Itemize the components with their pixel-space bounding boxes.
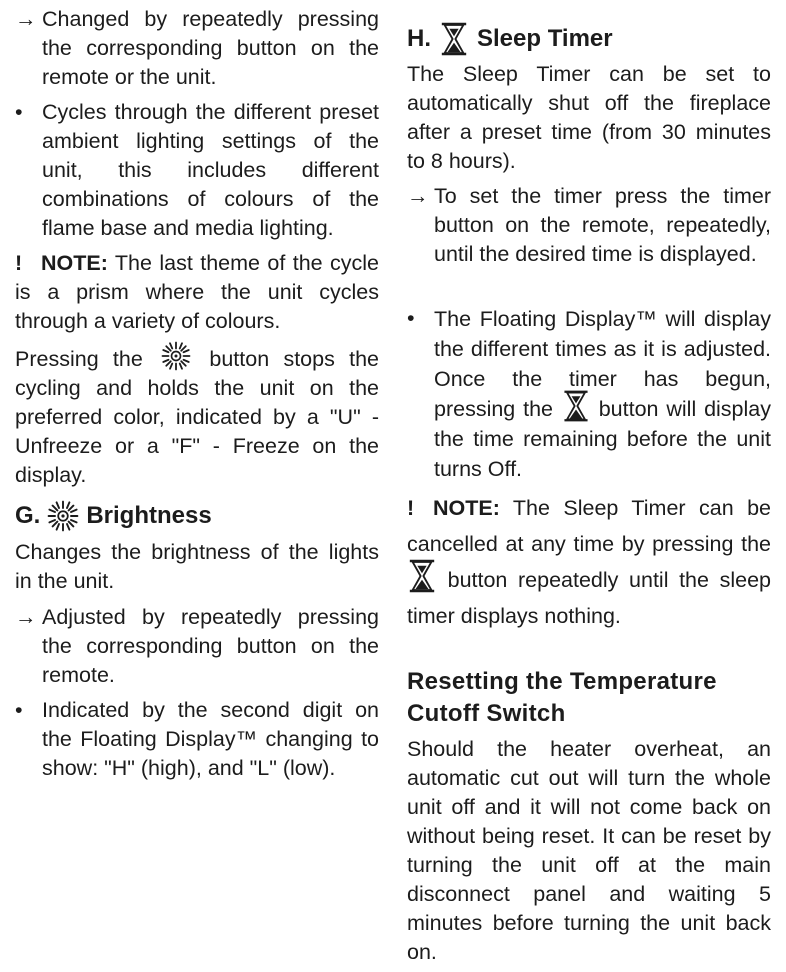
note-label: NOTE:: [433, 496, 500, 520]
arrow-marker: →: [15, 7, 37, 31]
brightness-sun-icon: [45, 500, 81, 532]
bullet-marker: •: [15, 100, 23, 124]
brightness-description: Changes the brightness of the lights in the unit.: [15, 540, 379, 593]
adjusted-text: Adjusted by repeatedly pressing the corresponding button on the remote.: [42, 605, 379, 687]
arrow-marker: →: [407, 184, 429, 208]
floating-display-text: [434, 304, 771, 484]
note-exclamation-icon: !: [407, 496, 415, 520]
note-text-after: button repeatedly until the sleep timer displays nothing.: [407, 568, 771, 628]
brightness-heading: [15, 500, 379, 532]
cycles-text: Cycles through the different preset ambient lighting settings of the unit, this includes different combinations of colours of the flame base and media lighting.: [42, 100, 379, 240]
hourglass-icon: [439, 22, 469, 56]
set-timer-arrow-item: [407, 182, 771, 269]
set-timer-text: To set the timer press the timer button on the remote, repeatedly, until the desired time is displayed.: [434, 184, 771, 266]
note-label: NOTE:: [41, 251, 108, 275]
bullet-marker: •: [15, 698, 23, 722]
arrow-marker: →: [15, 605, 37, 629]
note-exclamation-icon: !: [15, 251, 23, 275]
sleep-timer-description: The Sleep Timer can be set to automatically shut off the fireplace after a preset time (from 30 minutes to 8 hours).: [407, 62, 771, 173]
reset-heading: Resetting the Temperature Cutoff Switch: [407, 668, 717, 727]
note-text: The Sleep Timer can be cancelled at any time by pressing the: [407, 496, 771, 556]
cycles-bullet-item: [15, 98, 379, 243]
floating-text-after: button will display the time remaining before the unit turns Off.: [434, 397, 771, 481]
heading-letter-g: G.: [15, 502, 41, 529]
cancel-note: [407, 490, 771, 634]
prism-note: [15, 249, 379, 336]
floating-display-bullet-item: [407, 304, 771, 484]
pressing-text-after: button stops the cycling and holds the unit on the preferred color, indicated by a "U" - Unfreeze or a "F" - Freeze on the display.: [15, 347, 380, 487]
heading-letter-h: H.: [407, 25, 431, 52]
indicated-text: Indicated by the second digit on the Floating Display™ changing to show: "H" (high), and "L" (low).: [42, 698, 379, 780]
sleep-timer-title: Sleep Timer: [477, 25, 613, 52]
floating-text-before: The Floating Display™ will display the different times as it is adjusted. Once the timer has begun, pressing the: [434, 307, 771, 421]
hourglass-icon: [407, 559, 437, 593]
brightness-sun-icon: [157, 341, 195, 371]
pressing-paragraph: [15, 345, 379, 490]
changed-text: Changed by repeatedly pressing the corresponding button on the remote or the unit.: [42, 7, 379, 89]
bullet-marker: •: [407, 306, 415, 330]
hourglass-icon: [561, 390, 591, 422]
note-text: The last theme of the cycle is a prism where the unit cycles through a variety of colours.: [15, 251, 379, 333]
adjusted-arrow-item: [15, 603, 379, 690]
indicated-bullet-item: [15, 696, 379, 783]
brightness-title: Brightness: [86, 502, 212, 529]
changed-arrow-item: [15, 5, 379, 92]
sleep-timer-heading: [407, 22, 771, 56]
reset-paragraph: Should the heater overheat, an automatic cut out will turn the whole unit off and it will not come back on without being reset. It can be reset by turning the unit off at the main disconnect panel and waiting 5 minutes before turning the unit back on.: [407, 737, 771, 964]
pressing-text-before: Pressing the: [15, 347, 158, 371]
